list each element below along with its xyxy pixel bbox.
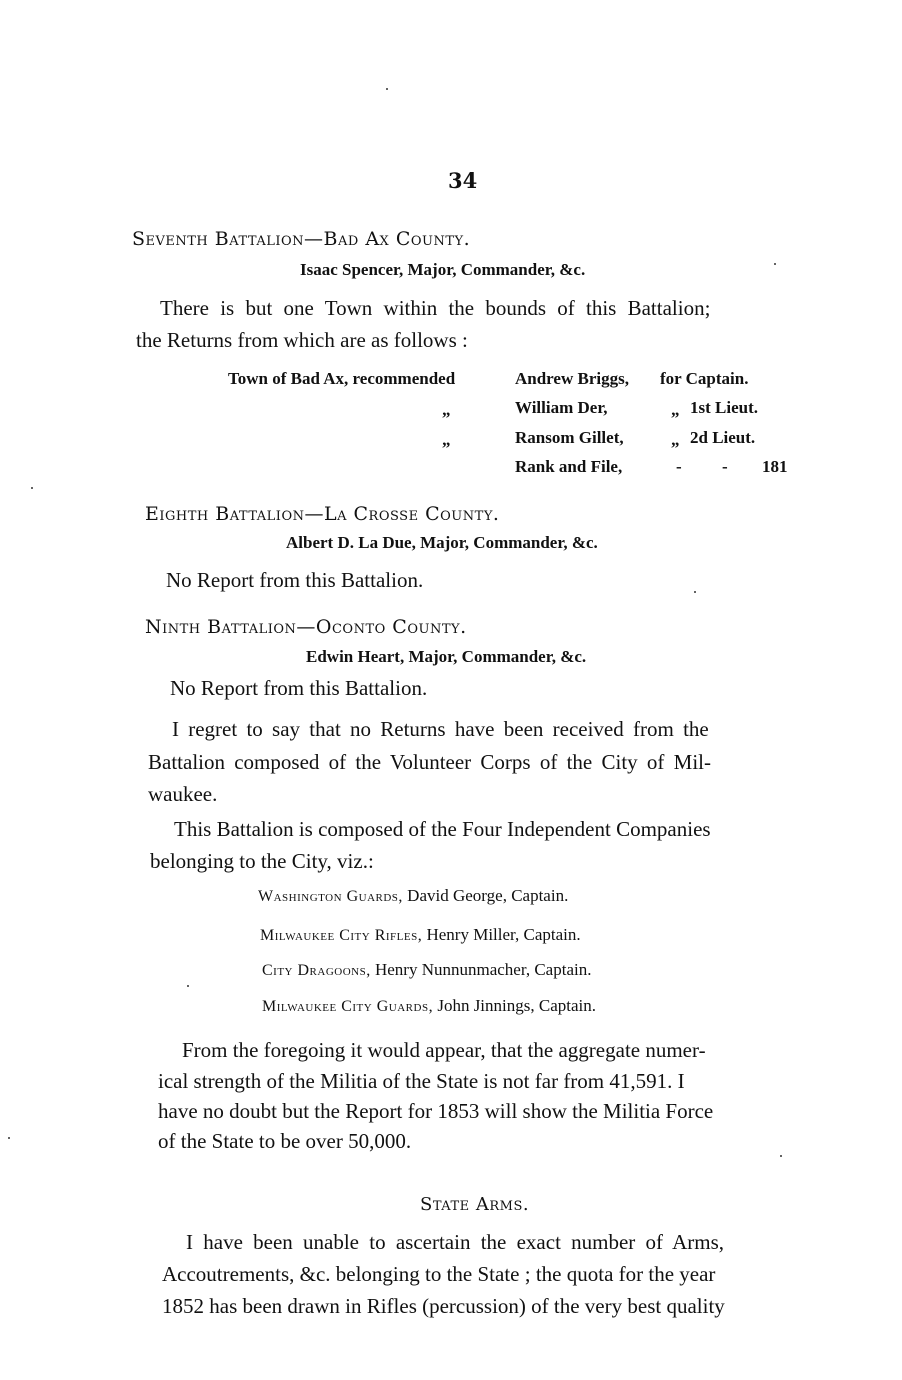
company-entry (260, 925, 581, 945)
eighth-battalion-note: No Report from this Battalion. (166, 568, 424, 592)
scan-speck (8, 1137, 10, 1139)
company-captain: Henry Nunnunmacher, Captain. (374, 960, 592, 979)
returns-rank-2d-lieut: 2d Lieut. (690, 428, 756, 447)
ditto-mark: „ (671, 430, 680, 449)
foregoing-line3: have no doubt but the Report for 1853 will show the Militia Force (158, 1099, 714, 1123)
company-entry (262, 960, 591, 980)
company-name: Milwaukee City Rifles, (260, 927, 423, 944)
composed-line2: belonging to the City, viz.: (150, 849, 374, 873)
state-arms-line1: I have been unable to ascertain the exact number of Arms, (186, 1230, 725, 1254)
ditto-mark: „ (442, 430, 451, 449)
returns-name-2d-lieut: Ransom Gillet, (515, 428, 624, 447)
seventh-paragraph-line1: There is but one Town within the bounds of this Battalion; (160, 296, 711, 320)
ninth-battalion-heading: Ninth Battalion—Oconto County. (145, 616, 467, 638)
foregoing-line2: ical strength of the Militia of the State is not far from 41,591. I (158, 1069, 685, 1093)
scan-speck (386, 88, 388, 90)
company-entry (258, 886, 568, 906)
returns-rank-1st-lieut: 1st Lieut. (690, 398, 758, 417)
page-number: 34 (448, 168, 478, 193)
regret-line3: waukee. (148, 782, 218, 806)
company-entry (262, 996, 596, 1016)
scan-speck (31, 487, 33, 489)
regret-line2: Battalion composed of the Volunteer Corps of the City of Mil- (148, 750, 711, 774)
returns-rank-and-file-label: Rank and File, (515, 457, 623, 476)
ninth-battalion-note: No Report from this Battalion. (170, 676, 428, 700)
seventh-battalion-officer: Isaac Spencer, Major, Commander, &c. (300, 260, 586, 279)
scan-speck (694, 591, 696, 593)
seventh-paragraph-line2: the Returns from which are as follows : (136, 328, 468, 352)
returns-rank-captain: for Captain. (660, 369, 749, 388)
company-captain: Henry Miller, Captain. (426, 925, 581, 944)
returns-dash: - (722, 457, 728, 476)
scan-speck (780, 1155, 782, 1157)
company-name: City Dragoons, (262, 962, 371, 979)
foregoing-line4: of the State to be over 50,000. (158, 1129, 412, 1153)
ditto-mark: „ (671, 400, 680, 419)
returns-rank-and-file-value: 181 (762, 457, 788, 476)
returns-town-label: Town of Bad Ax, recommended (228, 369, 456, 388)
company-name: Milwaukee City Guards, (262, 998, 434, 1015)
ninth-battalion-officer: Edwin Heart, Major, Commander, &c. (306, 647, 587, 666)
scan-speck (187, 985, 189, 987)
returns-name-1st-lieut: William Der, (515, 398, 608, 417)
company-captain: John Jinnings, Captain. (437, 996, 596, 1015)
seventh-battalion-heading: Seventh Battalion—Bad Ax County. (132, 228, 471, 250)
composed-line1: This Battalion is composed of the Four Independent Companies (174, 817, 711, 841)
state-arms-heading: State Arms. (420, 1194, 530, 1215)
foregoing-line1: From the foregoing it would appear, that the aggregate numer- (182, 1038, 706, 1062)
eighth-battalion-officer: Albert D. La Due, Major, Commander, &c. (286, 533, 598, 552)
regret-line1: I regret to say that no Returns have been received from the (172, 717, 709, 741)
returns-name-captain: Andrew Briggs, (515, 369, 629, 388)
company-captain: David George, Captain. (407, 886, 569, 905)
returns-dash: - (676, 457, 682, 476)
state-arms-line3: 1852 has been drawn in Rifles (percussion) of the very best quality (162, 1294, 725, 1318)
state-arms-line2: Accoutrements, &c. belonging to the State ; the quota for the year (162, 1262, 716, 1286)
scan-speck (774, 263, 776, 265)
company-name: Washington Guards, (258, 888, 403, 905)
ditto-mark: „ (442, 400, 451, 419)
eighth-battalion-heading: Eighth Battalion—La Crosse County. (145, 503, 500, 525)
